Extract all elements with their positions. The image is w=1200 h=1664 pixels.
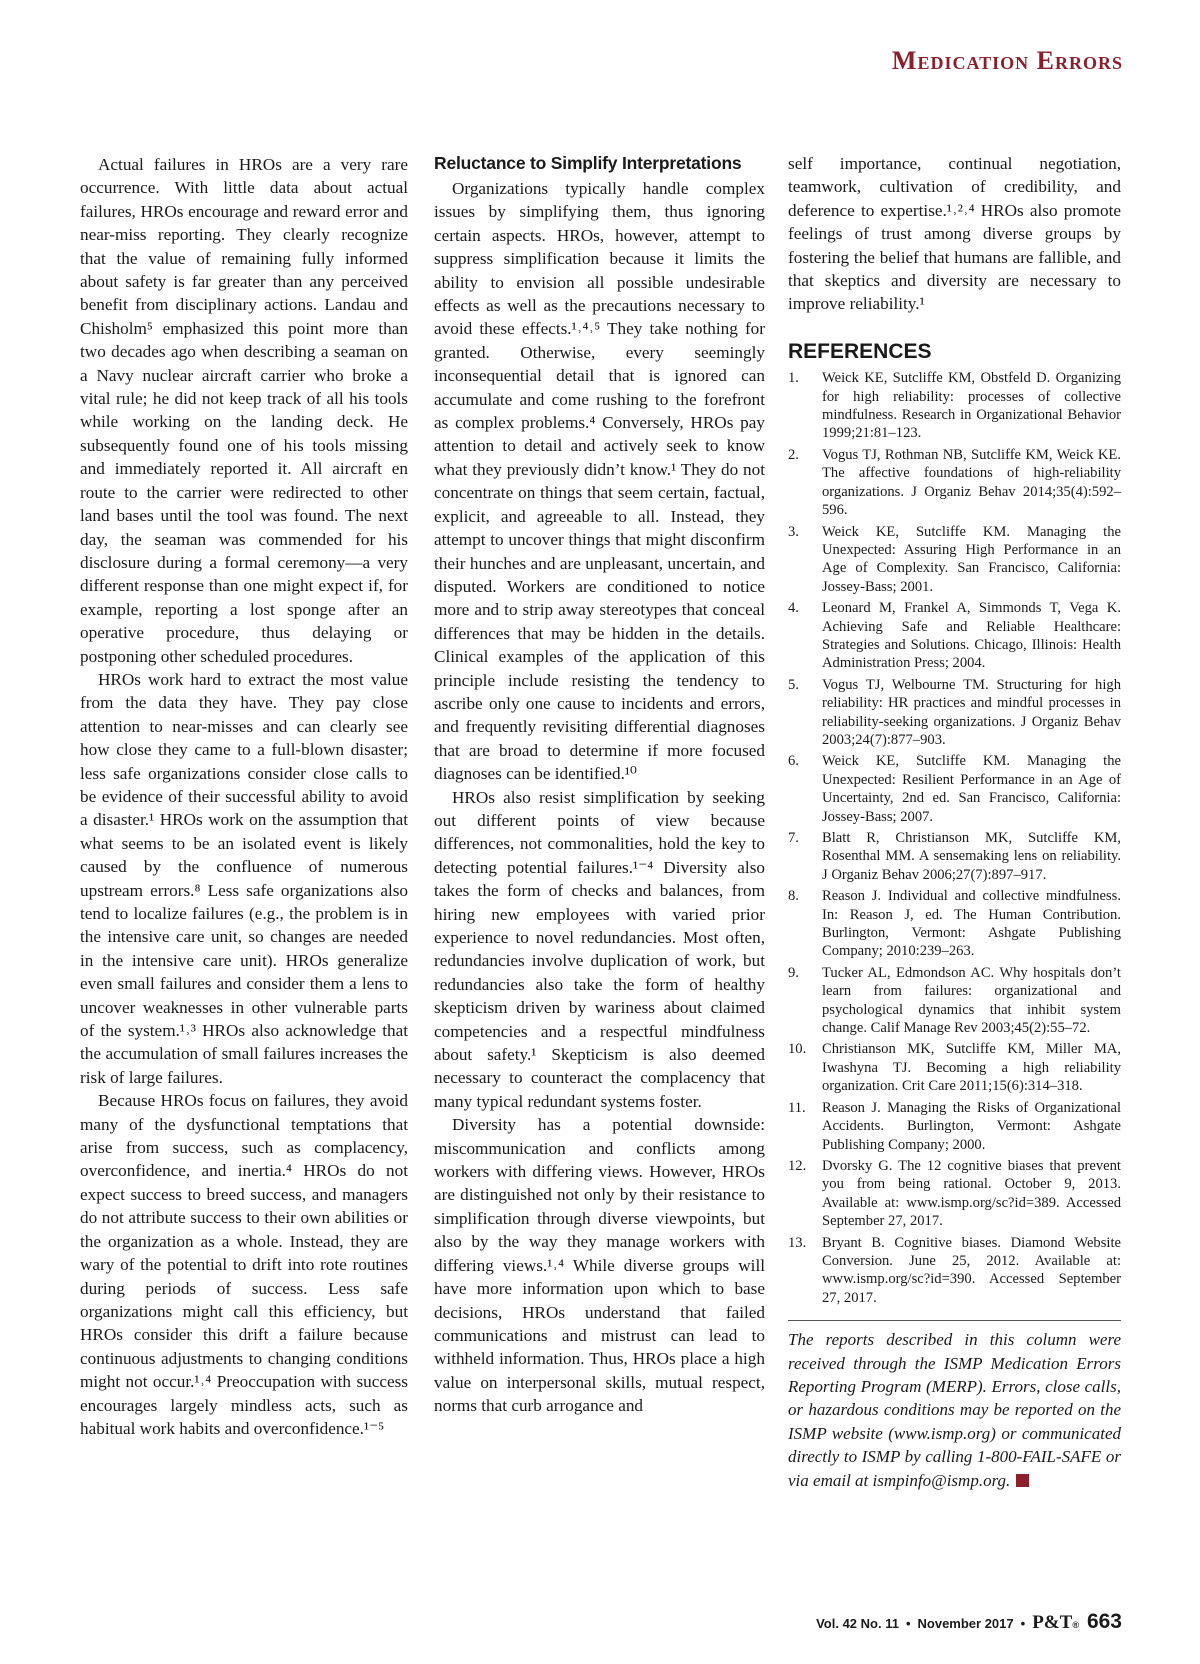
body-paragraph: HROs work hard to extract the most value from the data they have. They pay close attention to near-misses and can clearly see how close they came to a full-blown disaster; less safe organizations consider close calls to be evidence of their successful ability to avoid a disaster.¹ HROs work on the assumption that what seems to be an isolated event is likely caused by the confluence of numerous upstream errors.⁸ Less safe organizations also tend to localize failures (e.g., the problem is in the intensive care unit, so changes are needed in the intensive care unit). HROs generalize even small failures and consider them a lens to uncover weaknesses in other vulnerable parts of the system.¹˒³ HROs also acknowledge that the accumulation of small failures increases the risk of large failures. — [80, 669, 408, 1087]
merp-note-text: The reports described in this column were received through the ISMP Medication Errors Reporting Program (MERP). Errors, close calls, or hazardous conditions may be reported on the ISMP website (www.ismp.org) or communicated directly to ISMP by calling 1-800-FAIL-SAFE or via email at ismpinfo@ismp.org. — [788, 1330, 1121, 1490]
reference-number: 7. — [788, 830, 799, 846]
section-title: Medication Errors — [891, 46, 1123, 75]
footer-registered: ® — [1072, 1620, 1079, 1630]
column-3 — [788, 152, 1121, 1492]
reference-number: 11. — [788, 1099, 806, 1116]
body-paragraph: HROs also resist simplification by seeking out different points of view because differences, not commonalities, hold the key to detecting potential failures.¹⁻⁴ Diversity also takes the form of checks and balances, from hiring new employees with varied prior experience to novel redundancies. Most often, redundancies involve duplication of work, but redundancies also take the form of healthy skepticism driven by wariness about claimed competencies and a respectful mindfulness about safety.¹ Skepticism is also deemed necessary to counteract the complacency that many typical redundant systems foster. — [434, 787, 765, 1111]
reference-number: 2. — [788, 446, 799, 463]
body-paragraph: Organizations typically handle complex issues by simplifying them, thus ignoring certain aspects. HROs, however, attempt to suppress simplification because it limits the ability to envision all possible undesirable effects as well as the precautions necessary to avoid these effects.¹˒⁴˒⁵ They take nothing for granted. Otherwise, every seemingly inconsequential detail that is ignored can accumulate and come rushing to the forefront as complex problems.⁴ Conversely, HROs pay attention to detail and actively seek to know what they previously didn’t know.¹ They do not concentrate on things that seem certain, factual, explicit, and agreeable to all. Instead, they attempt to uncover things that might disconfirm their hunches and are unpleasant, uncertain, and disputed. Workers are conditioned to notice more and to strip away stereotypes that conceal differences that may be hidden in the details. Clinical examples of the application of this principle include resisting the tendency to ascribe only one cause to incidents and errors, and frequently revisiting differential diagnoses that are broad to determine if more focused diagnoses can be identified.¹⁰ — [434, 179, 765, 784]
reference-text: Tucker AL, Edmondson AC. Why hospitals don’t learn from failures: organizational and psychological dynamics that inhibit system change. Calif Manage Rev 2003;45(2):55–72. — [822, 964, 1121, 1037]
column-1 — [80, 153, 408, 1440]
reference-number: 1. — [788, 370, 799, 387]
references-heading: REFERENCES — [788, 339, 932, 363]
reference-item — [788, 523, 1121, 597]
reference-item — [788, 1234, 1121, 1308]
footer-journal: P&T — [1032, 1612, 1073, 1633]
end-mark-icon — [1016, 1474, 1029, 1487]
reference-item — [788, 1099, 1121, 1154]
reference-item — [788, 676, 1121, 750]
body-paragraph: self importance, continual negotiation, teamwork, cultivation of credibility, and deference to expertise.¹˒²˒⁴ HROs also promote feelings of trust among diverse groups by fostering the belief that humans are fallible, and that skeptics and diversity are necessary to improve reliability.¹ — [788, 154, 1121, 314]
footer-separator: • — [1020, 1616, 1026, 1631]
reference-text: Dvorsky G. The 12 cognitive biases that prevent you from being rational. October 9, 2013. Available at: www.ismp.org/sc?id=389. Accessed September 27, 2017. — [822, 1157, 1121, 1230]
subheading: Reluctance to Simplify Interpretations — [434, 153, 742, 173]
footer-separator: • — [905, 1616, 911, 1631]
reference-number: 4. — [788, 600, 799, 617]
page-number: 663 — [1086, 1610, 1122, 1633]
reference-text: Blatt R, Christianson MK, Sutcliffe KM, Rosenthal MM. A sensemaking lens on reliability. J Organiz Behav 2006;27(7):897–917. — [822, 830, 1121, 883]
references-list — [788, 369, 1121, 1307]
reference-item — [788, 887, 1121, 961]
reference-text: Reason J. Individual and collective mindfulness. In: Reason J, ed. The Human Contribution. Burlington, Vermont: Ashgate Publishing Company; 2010:239–263. — [822, 888, 1121, 960]
reference-item — [788, 1157, 1121, 1231]
merp-note — [788, 1320, 1121, 1492]
reference-number: 8. — [788, 888, 799, 905]
reference-item — [788, 752, 1121, 826]
footer-date: November 2017 — [917, 1616, 1014, 1631]
reference-number: 5. — [788, 676, 799, 693]
body-paragraph: Diversity has a potential downside: miscommunication and conflicts among workers with differing views. However, HROs are distinguished not only by their resistance to simplification through diverse viewpoints, but also by the way they manage workers with differing views.¹˒⁴ While diverse groups will have more information upon which to base decisions, HROs understand that failed communications and mistrust can lead to withheld information. Thus, HROs place a high value on interpersonal skills, mutual respect, norms that curb arrogance and — [434, 1115, 765, 1416]
reference-text: Vogus TJ, Rothman NB, Sutcliffe KM, Weick KE. The affective foundations of high-reliability organizations. J Organiz Behav 2014;35(4):592–596. — [822, 446, 1121, 519]
reference-number: 3. — [788, 523, 799, 540]
reference-text: Weick KE, Sutcliffe KM, Obstfeld D. Organizing for high reliability: processes of collective mindfulness. Research in Organizational Behavior 1999;21:81–123. — [822, 370, 1121, 442]
reference-number: 13. — [788, 1234, 807, 1251]
reference-text: Reason J. Managing the Risks of Organizational Accidents. Burlington, Vermont: Ashgate Publishing Company; 2000. — [822, 1099, 1121, 1153]
reference-number: 6. — [788, 753, 799, 770]
reference-number: 10. — [788, 1041, 807, 1058]
page-footer — [816, 1610, 1122, 1634]
reference-item — [788, 964, 1121, 1038]
reference-text: Weick KE, Sutcliffe KM. Managing the Unexpected: Resilient Performance in an Age of Uncertainty, 2nd ed. San Francisco, California: Jossey-Bass; 2007. — [822, 753, 1121, 825]
footer-volume: Vol. 42 No. 11 — [816, 1616, 899, 1631]
body-paragraph: Actual failures in HROs are a very rare occurrence. With little data about actual failures, HROs encourage and reward error and near-miss reporting. They clearly recognize that the value of remaining fully informed about safety is far greater than any perceived benefit from disciplinary actions. Landau and Chisholm⁵ emphasized this point more than two decades ago when describing a seaman on a Navy nuclear aircraft carrier who broke a vital rule; he did not keep track of all his tools while working on the landing deck. He subsequently found one of his tools missing and immediately reported it. All aircraft en route to the carrier were redirected to other land bases until the tool was found. The next day, the seaman was commended for his disclosure during a formal ceremony—a very different response than one might expect if, for example, reporting a lost sponge after an operative procedure, thus delaying or postponing other scheduled procedures. — [80, 155, 408, 666]
body-paragraph: Because HROs focus on failures, they avoid many of the dysfunctional temptations that arise from success, such as complacency, overconfidence, and inertia.⁴ HROs do not expect success to breed success, and managers do not attribute success to their own abilities or the organization as a whole. Instead, they are wary of the potential to drift into rote routines during periods of success. Less safe organizations might call this efficiency, but HROs consider this drift a failure because continuous adjustments to changing conditions might not occur.¹˒⁴ Preoccupation with success encourages largely mindless acts, such as habitual work habits and overconfidence.¹⁻⁵ — [80, 1091, 408, 1438]
reference-number: 12. — [788, 1157, 807, 1174]
reference-item — [788, 369, 1121, 443]
reference-number: 9. — [788, 964, 799, 981]
reference-text: Vogus TJ, Welbourne TM. Structuring for high reliability: HR practices and mindful processes in reliability-seeking organizations. J Organiz Behav 2003;24(7):877–903. — [822, 676, 1121, 748]
reference-text: Leonard M, Frankel A, Simmonds T, Vega K. Achieving Safe and Reliable Healthcare: Strategies and Solutions. Chicago, Illinois: Health Administration Press; 2004. — [822, 600, 1121, 672]
reference-item — [788, 829, 1121, 884]
column-2 — [434, 152, 765, 1418]
reference-item — [788, 1040, 1121, 1095]
reference-item — [788, 446, 1121, 520]
reference-item — [788, 599, 1121, 673]
reference-text: Weick KE, Sutcliffe KM. Managing the Unexpected: Assuring High Performance in an Age of Complexity. San Francisco, California: Jossey-Bass; 2001. — [822, 523, 1121, 595]
reference-text: Bryant B. Cognitive biases. Diamond Website Conversion. June 25, 2012. Available at: www.ismp.org/sc?id=390. Accessed September 27, 2017. — [822, 1234, 1121, 1306]
reference-text: Christianson MK, Sutcliffe KM, Miller MA, Iwashyna TJ. Becoming a high reliability organization. Crit Care 2011;15(6):314–318. — [822, 1041, 1121, 1095]
